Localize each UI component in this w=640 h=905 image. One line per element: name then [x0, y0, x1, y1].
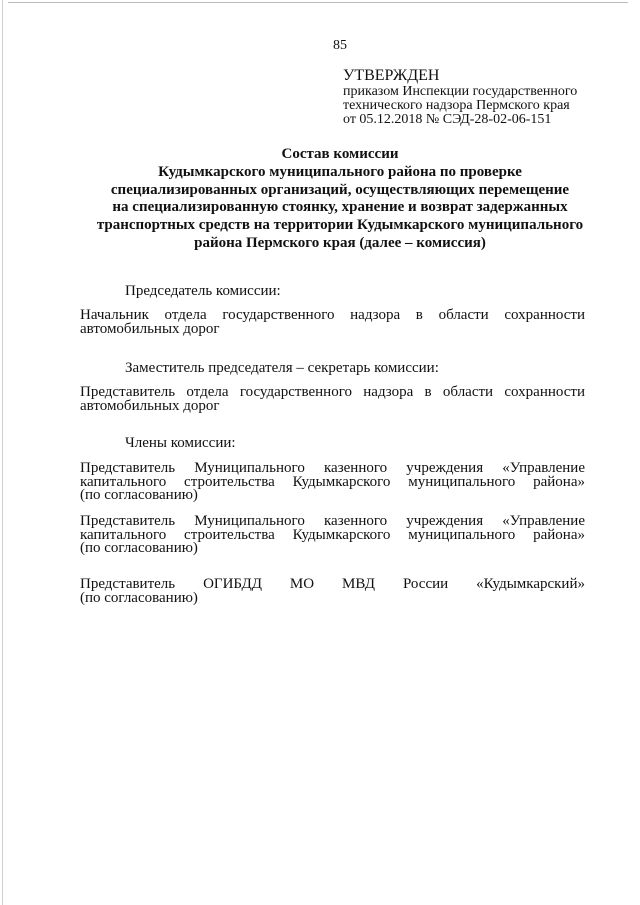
page-number: 85: [333, 38, 347, 53]
deputy-text: [80, 386, 585, 413]
member-2-line: капитального строительства Кудымкарского муниципального района»: [80, 526, 585, 543]
scan-edge-left: [2, 0, 3, 905]
deputy-line: Представитель отдела государственного надзора в области сохранности: [80, 384, 585, 400]
member-1-line: капитального строительства Кудымкарского муниципального района»: [80, 473, 585, 490]
deputy-label: Заместитель председателя – секретарь комиссии:: [125, 360, 439, 376]
member-1-line: Представитель Муниципального казенного учреждения «Управление: [80, 460, 585, 476]
chairman-line: автомобильных дорог: [80, 320, 220, 337]
chairman-label: Председатель комиссии:: [125, 283, 281, 299]
member-2-text: [80, 515, 585, 556]
approval-title: УТВЕРЖДЕН: [343, 67, 440, 84]
heading-line: транспортных средств на территории Кудымкарского муниципального: [96, 217, 584, 234]
member-1-text: [80, 462, 585, 503]
member-3-line: (по согласованию): [80, 589, 198, 606]
heading-line: Состав комиссии: [281, 146, 399, 162]
chairman-line: Начальник отдела государственного надзора в области сохранности: [80, 307, 585, 323]
approval-line: приказом Инспекции государственного: [343, 84, 578, 99]
document-heading: [80, 146, 600, 253]
members-label: Члены комиссии:: [125, 435, 236, 451]
heading-line: специализированных организаций, осуществляющих перемещение: [110, 181, 570, 198]
scan-edge-top: [8, 2, 628, 3]
member-2-line: Представитель Муниципального казенного учреждения «Управление: [80, 513, 585, 529]
approval-line: технического надзора Пермского края: [343, 98, 570, 113]
member-2-line: (по согласованию): [80, 540, 198, 556]
heading-line: на специализированную стоянку, хранение и возврат задержанных: [112, 199, 568, 216]
approval-stamp-block: [343, 68, 577, 127]
member-3-text: [80, 578, 585, 605]
heading-line: района Пермского края (далее – комиссия): [194, 234, 486, 251]
member-3-line: Представитель ОГИБДД МО МВД России «Кудымкарский»: [80, 576, 585, 592]
member-1-line: (по согласованию): [80, 487, 198, 503]
deputy-line: автомобильных дорог: [80, 397, 220, 414]
heading-line: Кудымкарского муниципального района по проверке: [158, 163, 522, 180]
approval-line: от 05.12.2018 № СЭД-28-02-06-151: [343, 112, 552, 127]
chairman-text: [80, 309, 585, 336]
